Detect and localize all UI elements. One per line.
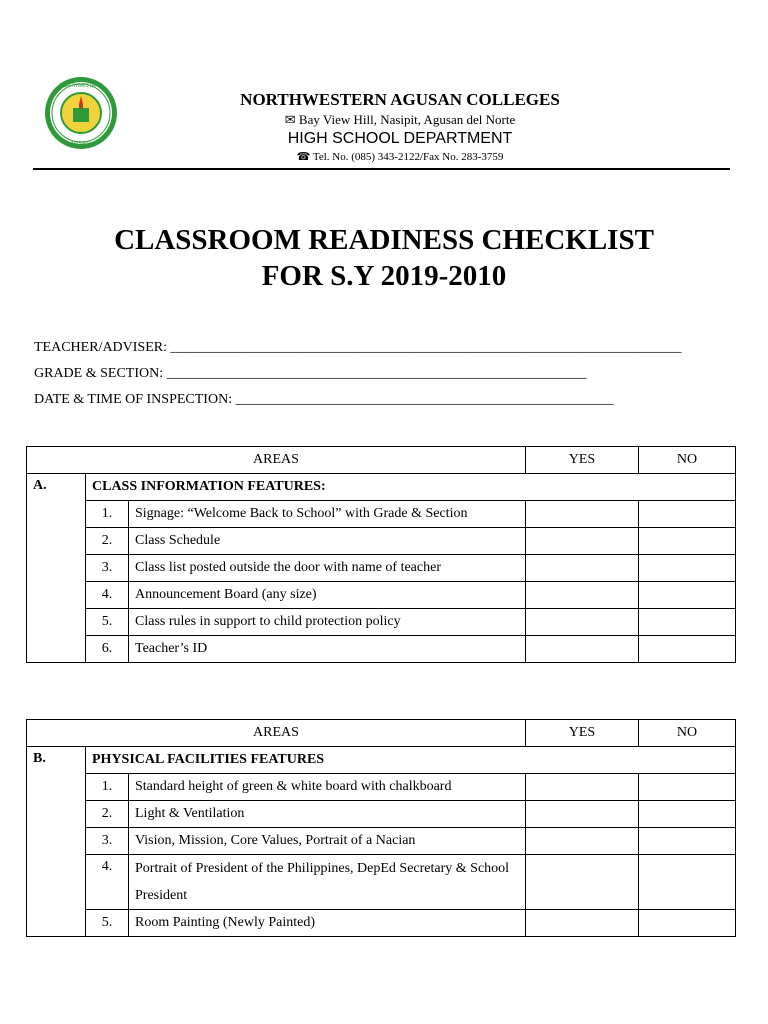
yes-checkbox-cell[interactable] bbox=[526, 609, 639, 636]
teacher-input-line[interactable]: _________________________________________________________________________ bbox=[170, 340, 682, 355]
item-number: 5. bbox=[86, 609, 129, 636]
no-checkbox-cell[interactable] bbox=[639, 828, 736, 855]
item-number: 5. bbox=[86, 910, 129, 937]
no-header: NO bbox=[639, 447, 736, 474]
areas-header: AREAS bbox=[27, 447, 526, 474]
school-address: ✉ Bay View Hill, Nasipit, Agusan del Norte bbox=[284, 112, 516, 127]
table-row bbox=[27, 528, 736, 555]
yes-checkbox-cell[interactable] bbox=[526, 636, 639, 663]
no-checkbox-cell[interactable] bbox=[639, 582, 736, 609]
item-text: Light & Ventilation bbox=[129, 801, 526, 828]
no-checkbox-cell[interactable] bbox=[639, 801, 736, 828]
item-text: Vision, Mission, Core Values, Portrait of a Nacian bbox=[129, 828, 526, 855]
table-row bbox=[27, 555, 736, 582]
table-row bbox=[27, 774, 736, 801]
yes-header: YES bbox=[526, 720, 639, 747]
table-header-row bbox=[27, 447, 736, 474]
item-number: 4. bbox=[86, 855, 129, 910]
svg-text:NASIPIT: NASIPIT bbox=[71, 141, 91, 147]
date-field: DATE & TIME OF INSPECTION: ______________________________________________________ bbox=[34, 392, 614, 407]
item-text: Portrait of President of the Philippines, DepEd Secretary & School President bbox=[129, 855, 526, 910]
item-text: Announcement Board (any size) bbox=[129, 582, 526, 609]
table-row bbox=[27, 855, 736, 910]
table-row bbox=[27, 828, 736, 855]
no-header: NO bbox=[639, 720, 736, 747]
yes-checkbox-cell[interactable] bbox=[526, 528, 639, 555]
category-title: PHYSICAL FACILITIES FEATURES bbox=[86, 747, 736, 774]
telephone-icon: ☎ bbox=[296, 151, 311, 163]
category-letter: A. bbox=[27, 474, 86, 663]
yes-checkbox-cell[interactable] bbox=[526, 855, 639, 910]
yes-checkbox-cell[interactable] bbox=[526, 582, 639, 609]
no-checkbox-cell[interactable] bbox=[639, 774, 736, 801]
no-checkbox-cell[interactable] bbox=[639, 609, 736, 636]
areas-header: AREAS bbox=[27, 720, 526, 747]
item-number: 1. bbox=[86, 774, 129, 801]
no-checkbox-cell[interactable] bbox=[639, 855, 736, 910]
item-number: 3. bbox=[86, 555, 129, 582]
svg-text:NORTHWESTERN: NORTHWESTERN bbox=[59, 83, 103, 89]
table-row bbox=[27, 609, 736, 636]
category-row bbox=[27, 474, 736, 501]
yes-checkbox-cell[interactable] bbox=[526, 501, 639, 528]
page-title-line2: FOR S.Y 2019-2010 bbox=[261, 260, 507, 292]
item-number: 6. bbox=[86, 636, 129, 663]
no-checkbox-cell[interactable] bbox=[639, 910, 736, 937]
teacher-field: TEACHER/ADVISER: _________________________________________________________________________ bbox=[34, 340, 682, 355]
item-number: 4. bbox=[86, 582, 129, 609]
item-text: Signage: “Welcome Back to School” with Grade & Section bbox=[129, 501, 526, 528]
table-header-row bbox=[27, 720, 736, 747]
item-number: 1. bbox=[86, 501, 129, 528]
telephone-info: ☎ Tel. No. (085) 343-2122/Fax No. 283-3759 bbox=[296, 151, 504, 163]
item-number: 2. bbox=[86, 801, 129, 828]
no-checkbox-cell[interactable] bbox=[639, 636, 736, 663]
item-text: Teacher’s ID bbox=[129, 636, 526, 663]
table-row bbox=[27, 636, 736, 663]
no-checkbox-cell[interactable] bbox=[639, 555, 736, 582]
yes-header: YES bbox=[526, 447, 639, 474]
department-name: HIGH SCHOOL DEPARTMENT bbox=[287, 130, 513, 147]
no-checkbox-cell[interactable] bbox=[639, 528, 736, 555]
item-text: Class rules in support to child protection policy bbox=[129, 609, 526, 636]
category-row bbox=[27, 747, 736, 774]
yes-checkbox-cell[interactable] bbox=[526, 801, 639, 828]
item-text: Room Painting (Newly Painted) bbox=[129, 910, 526, 937]
checklist-table-a bbox=[26, 446, 736, 663]
item-text: Class list posted outside the door with name of teacher bbox=[129, 555, 526, 582]
item-number: 3. bbox=[86, 828, 129, 855]
no-checkbox-cell[interactable] bbox=[639, 501, 736, 528]
item-text: Standard height of green & white board with chalkboard bbox=[129, 774, 526, 801]
category-title: CLASS INFORMATION FEATURES: bbox=[86, 474, 736, 501]
item-number: 2. bbox=[86, 528, 129, 555]
checklist-table-b bbox=[26, 719, 736, 937]
grade-input-line[interactable]: ____________________________________________________________ bbox=[166, 366, 587, 381]
yes-checkbox-cell[interactable] bbox=[526, 774, 639, 801]
category-letter: B. bbox=[27, 747, 86, 937]
table-row bbox=[27, 501, 736, 528]
yes-checkbox-cell[interactable] bbox=[526, 910, 639, 937]
date-input-line[interactable]: ______________________________________________________ bbox=[235, 392, 614, 407]
page-title-line1: CLASSROOM READINESS CHECKLIST bbox=[114, 224, 654, 256]
yes-checkbox-cell[interactable] bbox=[526, 555, 639, 582]
school-name: NORTHWESTERN AGUSAN COLLEGES bbox=[240, 90, 560, 109]
table-row bbox=[27, 910, 736, 937]
header-divider bbox=[33, 168, 730, 170]
table-row bbox=[27, 801, 736, 828]
grade-field: GRADE & SECTION: ____________________________________________________________ bbox=[34, 366, 587, 381]
yes-checkbox-cell[interactable] bbox=[526, 828, 639, 855]
table-row bbox=[27, 582, 736, 609]
envelope-icon: ✉ bbox=[284, 112, 296, 127]
item-text: Class Schedule bbox=[129, 528, 526, 555]
